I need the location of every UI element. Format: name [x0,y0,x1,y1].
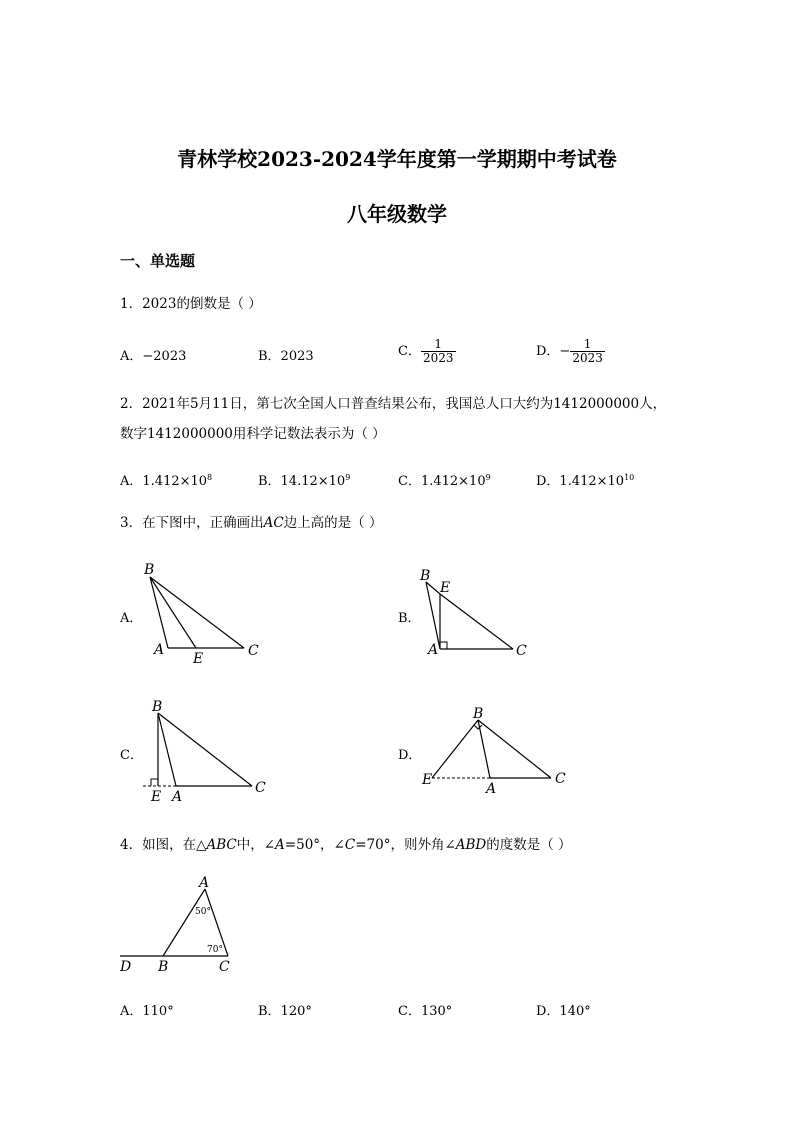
q1-option-d-prefix: D．− [536,344,571,359]
q4-label-a: A [199,875,210,891]
q1-option-c-prefix: C． [398,344,421,359]
q3-stem-pre: 3．在下图中，正确画出 [120,515,264,531]
q2-option-d-base: D．1.412×10 [536,474,625,489]
q3d-label-e: E [422,772,433,788]
q3b-label-a: A [428,642,439,658]
q3a-label-b: B [144,562,155,578]
q3c-label-c: C [255,780,266,796]
q2-option-c-exp: 9 [485,473,491,482]
q4-label-b: B [158,959,169,975]
q3-option-a-label: A． [120,611,143,626]
q2-option-c-base: C．1.412×10 [398,474,486,489]
q4-label-c: C [219,959,230,975]
q3b-label-b: B [420,568,431,584]
q3c-label-b: B [152,699,163,715]
q1-option-d-denominator: 2023 [572,351,603,365]
q4-angle-a: 50° [195,907,211,917]
q3c-label-a: A [172,789,183,805]
q3b-label-e: E [440,580,451,596]
q3d-label-a: A [486,781,497,797]
q3-stem-var: AC [263,515,284,531]
q4-label-d: D [120,959,132,975]
q3d-label-b: B [473,706,484,722]
q2-option-b-base: B．14.12×10 [258,474,346,489]
q2-stem-line1: 2．2021年5月11日，第七次全国人口普查结果公布，我国总人口大约为1412000000人， [120,396,667,412]
q4-stem-post: 的度数是（ ） [486,837,572,853]
q4-option-c: C．130° [398,1004,453,1019]
q3a-label-a: A [154,642,165,658]
q4-stem-tri: ABC [206,837,237,853]
exam-subtitle: 八年级数学 [347,202,447,226]
q1-option-c-denominator: 2023 [422,351,454,365]
q4-stem-pre: 4．如图，在△ [120,837,207,853]
q1-option-b: B．2023 [258,349,314,364]
q3a-label-c: C [248,643,259,659]
q4-stem-mid2: =50°，∠ [284,837,345,853]
exam-title: 青林学校2023-2024学年度第一学期期中考试卷 [177,147,617,171]
q1-stem: 1．2023的倒数是（ ） [120,296,262,312]
section-heading: 一、单选题 [120,252,196,270]
q4-angle-c: 70° [207,945,223,955]
q4-stem-abd: ABD [455,837,487,853]
q4-option-a: A．110° [120,1004,174,1019]
q4-option-d: D．140° [536,1004,591,1019]
q3c-label-e: E [151,789,162,805]
q4-stem-c: C [344,837,356,853]
q4-option-b: B．120° [258,1004,312,1019]
q1-option-d-numerator: 1 [570,338,605,352]
q3-option-c-label: C． [120,748,143,763]
q3-option-b-label: B． [398,611,421,626]
q2-stem-line2: 数字1412000000用科学记数法表示为（ ） [120,426,386,442]
q2-option-a-base: A．1.412×10 [120,474,208,489]
q3b-label-c: C [516,643,527,659]
q2-option-b-exp: 9 [345,473,351,482]
q2-option-a-exp: 8 [207,473,213,482]
q4-stem-a: A [275,837,285,853]
q4-stem-mid3: =70°，则外角∠ [355,837,456,853]
q2-option-d-exp: 10 [624,473,635,482]
q3-option-d-label: D． [398,748,422,763]
q3a-label-e: E [193,651,204,667]
q3-stem-post: 边上高的是（ ） [283,515,383,531]
q3d-label-c: C [555,771,566,787]
q1-option-c-numerator: 1 [421,338,456,352]
q1-option-a: A．−2023 [120,349,187,364]
q4-stem-mid1: 中，∠ [236,837,276,853]
